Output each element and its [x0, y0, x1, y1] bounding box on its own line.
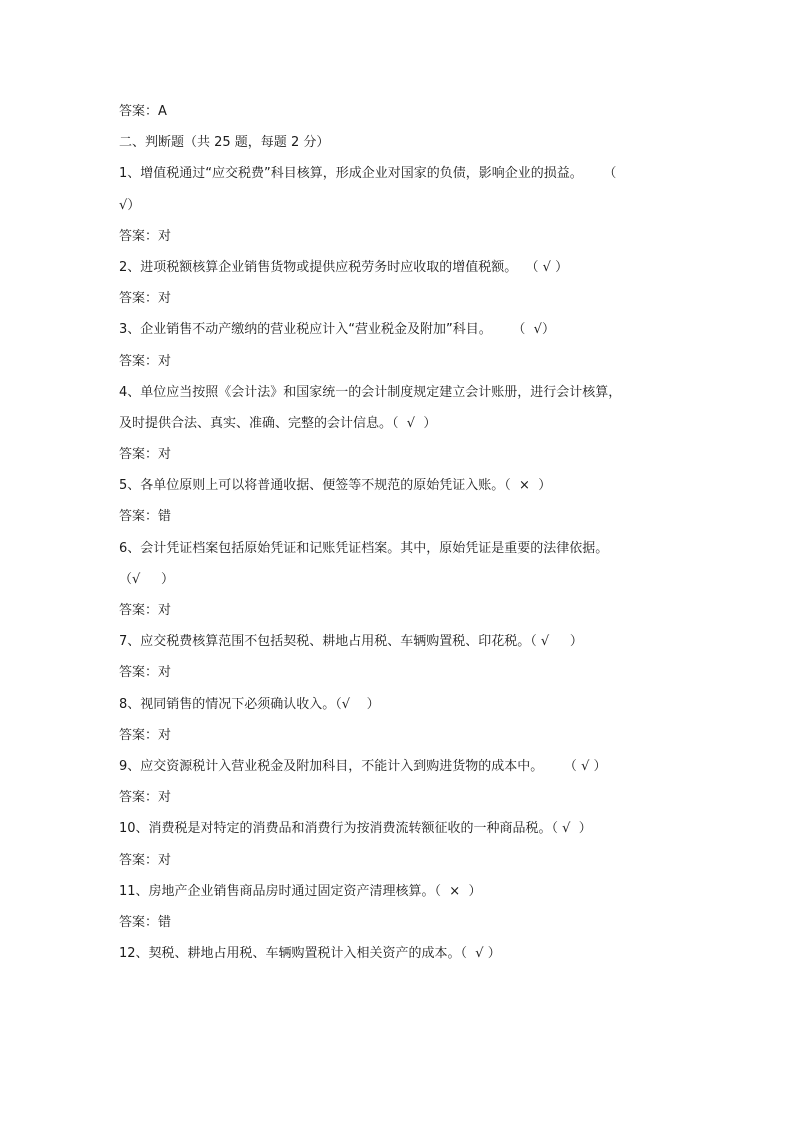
question-8: 8、视同销售的情况下必须确认收入。（√ ）: [119, 696, 380, 712]
question-5: 5、各单位原则上可以将普通收据、便签等不规范的原始凭证入账。（ × ）: [119, 478, 552, 494]
answer-line: 答案：A: [119, 104, 167, 119]
answer-2: 答案：对: [119, 291, 172, 307]
question-3: 3、企业销售不动产缴纳的营业税应计入“营业税金及附加”科目。 （ √）: [119, 322, 555, 338]
answer-7: 答案：对: [119, 665, 172, 681]
question-4: 4、单位应当按照《会计法》和国家统一的会计制度规定建立会计账册，进行会计核算，: [119, 384, 622, 400]
answer-5: 答案：错: [119, 509, 172, 525]
answer-8: 答案：对: [119, 727, 172, 743]
document-body: [119, 101, 679, 974]
question-7: 7、应交税费核算范围不包括契税、耕地占用税、车辆购置税、印花税。（ √ ）: [119, 634, 583, 650]
question-9: 9、应交资源税计入营业税金及附加科目，不能计入到购进货物的成本中。 （ √ ）: [119, 758, 607, 774]
question-11: 11、房地产企业销售商品房时通过固定资产清理核算。（ × ）: [119, 883, 482, 899]
question-1-continued: √）: [119, 197, 141, 213]
question-10: 10、消费税是对特定的消费品和消费行为按消费流转额征收的一种商品税。（ √ ）: [119, 821, 592, 837]
question-4-continued: 及时提供合法、真实、准确、完整的会计信息。（ √ ）: [119, 415, 437, 431]
question-6: 6、会计凭证档案包括原始凭证和记账凭证档案。其中，原始凭证是重要的法律依据。: [119, 540, 609, 556]
answer-9: 答案：对: [119, 790, 172, 806]
question-12: 12、契税、耕地占用税、车辆购置税计入相关资产的成本。（ √ ）: [119, 946, 501, 962]
answer-10: 答案：对: [119, 852, 172, 868]
answer-3: 答案：对: [119, 353, 172, 369]
question-2: 2、进项税额核算企业销售货物或提供应税劳务时应收取的增值税额。 （ √ ）: [119, 259, 569, 275]
answer-6: 答案：对: [119, 603, 172, 618]
answer-4: 答案：对: [119, 447, 172, 463]
section-heading: 二、判断题（共 25 题，每题 2 分）: [119, 135, 330, 151]
question-6-continued: （√ ）: [119, 571, 174, 587]
question-1: 1、增值税通过“应交税费”科目核算，形成企业对国家的负债，影响企业的损益。 （: [119, 166, 617, 182]
answer-1: 答案：对: [119, 228, 172, 244]
answer-11: 答案：错: [119, 914, 172, 930]
